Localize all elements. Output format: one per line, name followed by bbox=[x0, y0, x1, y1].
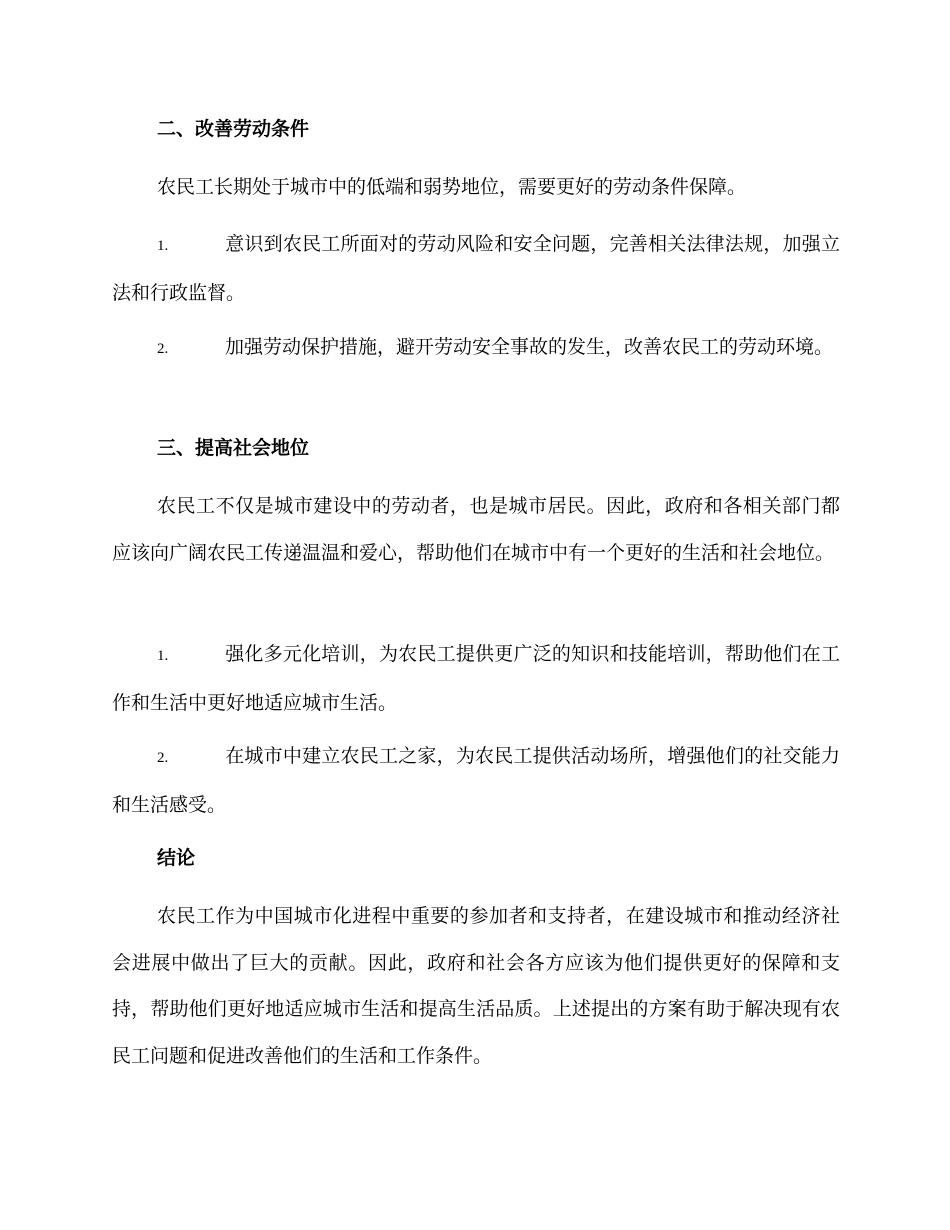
conclusion-text: 农民工作为中国城市化进程中重要的参加者和支持者，在建设城市和推动经济社会进展中做出了巨大的贡献。因此，政府和社会各方应该为他们提供更好的保障和支持，帮助他们更好地适应城市生活和提高生活品质。上述提出的方案有助于解决现有农民工问题和促进改善他们的生活和工作条件。 bbox=[112, 905, 840, 1067]
section-intro: 农民工长期处于城市中的低端和弱势地位，需要更好的劳动条件保障。 bbox=[157, 176, 747, 198]
list-item bbox=[112, 631, 840, 726]
section-heading: 二、改善劳动条件 bbox=[157, 118, 310, 140]
section-heading: 三、提高社会地位 bbox=[157, 437, 310, 459]
list-number: 2. bbox=[157, 750, 169, 766]
list-item bbox=[112, 221, 840, 316]
list-item bbox=[112, 324, 840, 373]
section-intro: 农民工不仅是城市建设中的劳动者，也是城市居民。因此，政府和各相关部门都应该向广阔农民工传递温温和爱心，帮助他们在城市中有一个更好的生活和社会地位。 bbox=[112, 495, 840, 564]
list-item-text: 意识到农民工所面对的劳动风险和安全问题，完善相关法律法规，加强立法和行政监督。 bbox=[112, 233, 840, 304]
list-number: 1. bbox=[157, 648, 169, 664]
list-item-text: 加强劳动保护措施，避开劳动安全事故的发生，改善农民工的劳动环境。 bbox=[225, 336, 834, 358]
conclusion-heading: 结论 bbox=[157, 847, 196, 869]
list-number: 2. bbox=[157, 341, 169, 357]
list-item bbox=[112, 733, 840, 828]
list-item-text: 在城市中建立农民工之家，为农民工提供活动场所，增强他们的社交能力和生活感受。 bbox=[112, 745, 840, 816]
list-item-text: 强化多元化培训，为农民工提供更广泛的知识和技能培训，帮助他们在工作和生活中更好地适应城市生活。 bbox=[112, 643, 840, 714]
list-number: 1. bbox=[157, 238, 169, 254]
